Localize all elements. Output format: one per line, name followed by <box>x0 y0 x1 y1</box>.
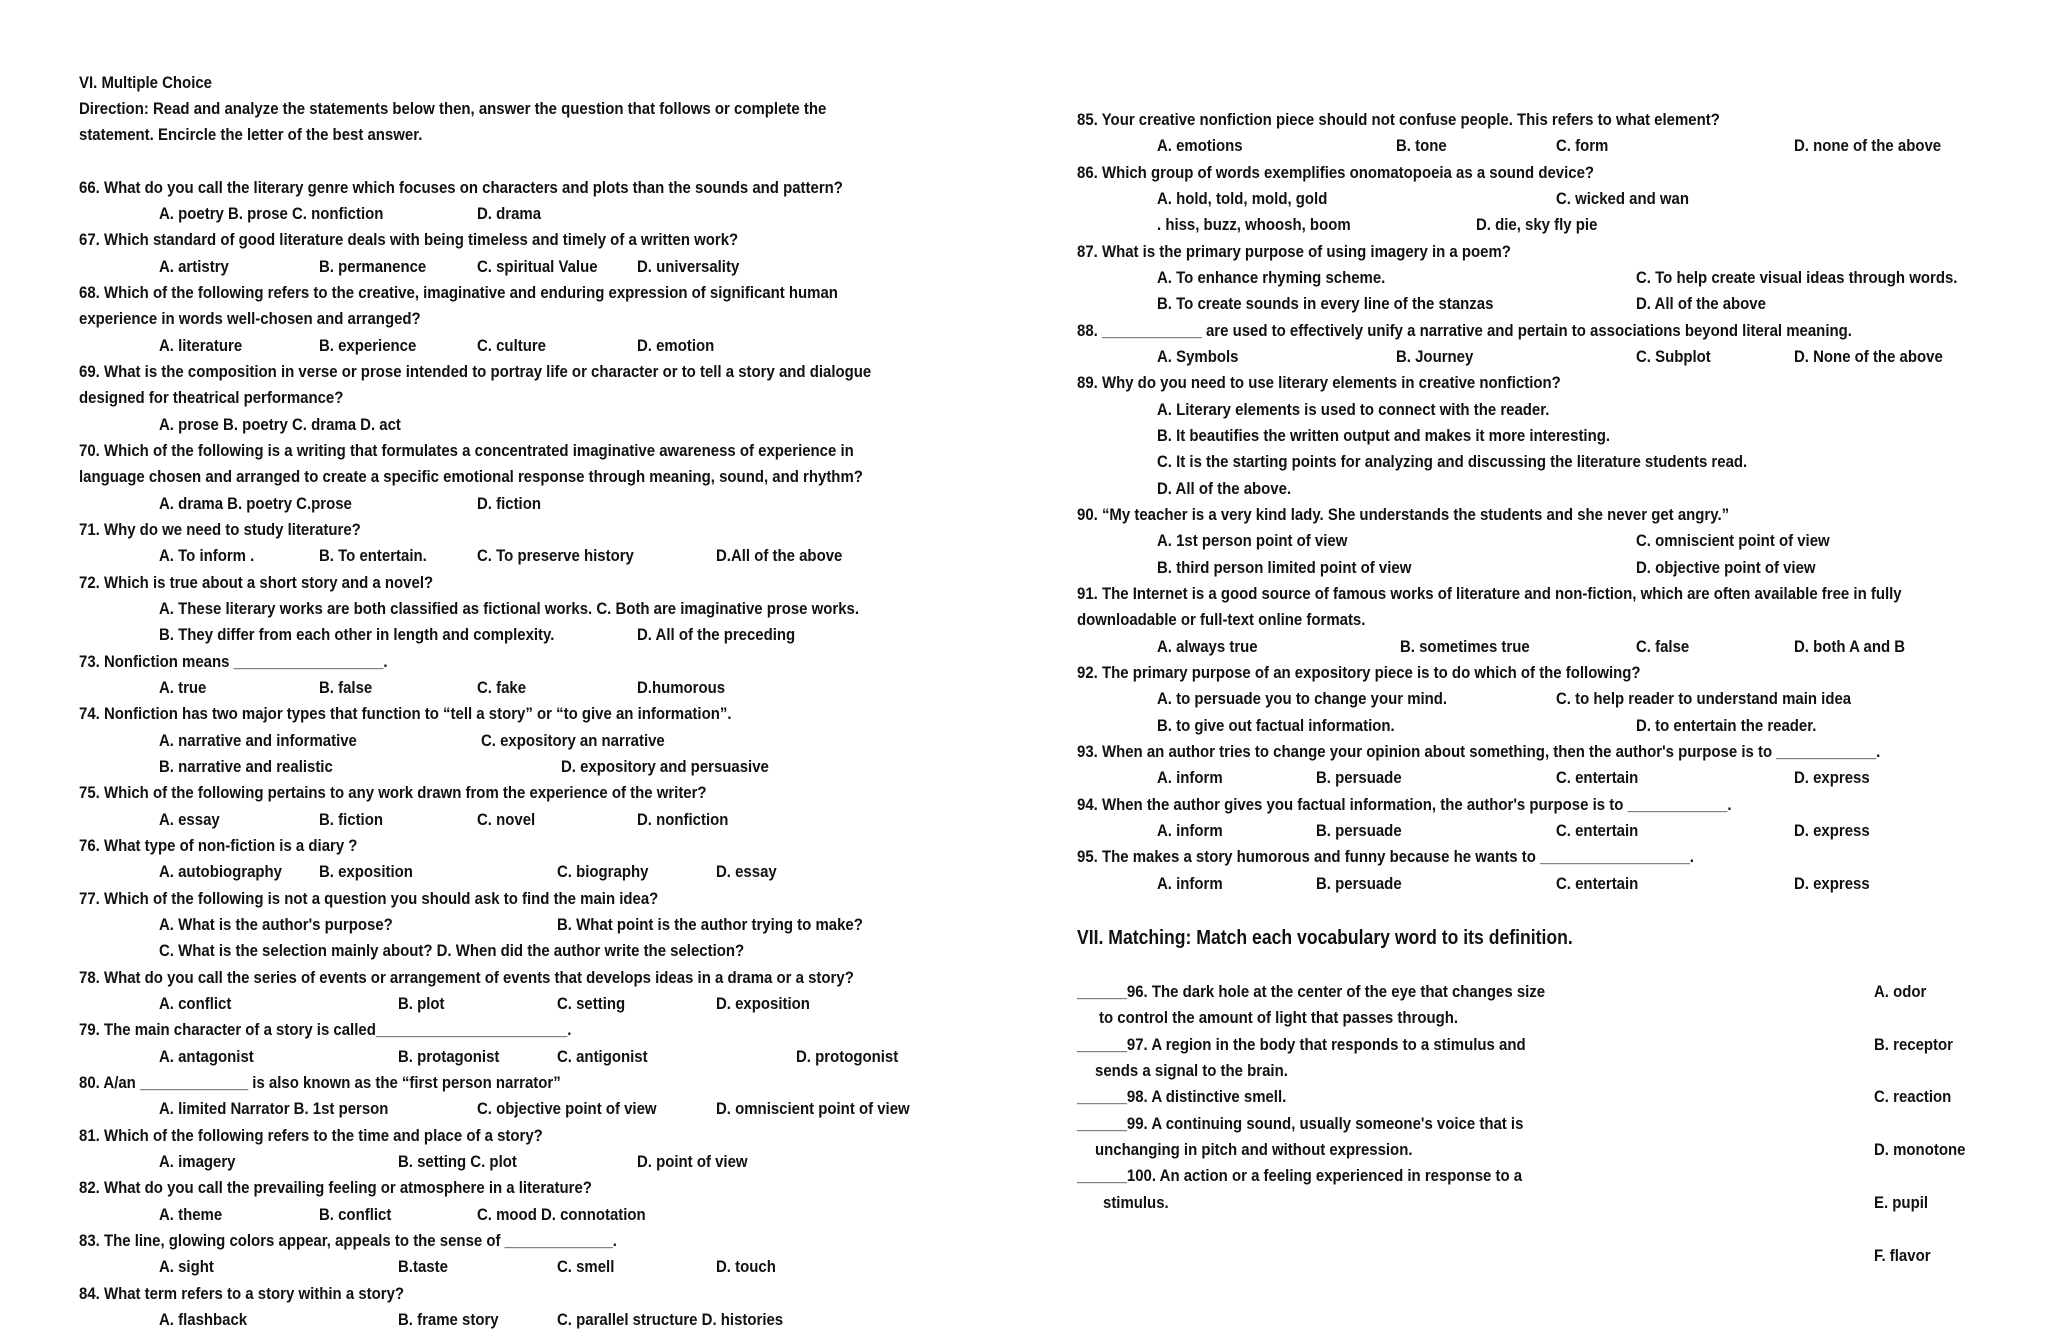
option: D. None of the above <box>1794 347 1943 366</box>
option: B. experience <box>319 336 417 355</box>
matching-item: ______97. A region in the body that responds to a stimulus and <box>1077 1035 1526 1054</box>
option: A. inform <box>1157 874 1223 893</box>
option: D. express <box>1794 821 1870 840</box>
option: A. artistry <box>159 257 229 276</box>
option: D. both A and B <box>1794 637 1906 656</box>
option: A. emotions <box>1157 136 1243 155</box>
matching-item-cont: sends a signal to the brain. <box>1095 1061 1288 1080</box>
question-68-cont: experience in words well-chosen and arranged? <box>79 309 421 328</box>
option: A. limited Narrator B. 1st person <box>159 1099 389 1118</box>
option: B. to give out factual information. <box>1157 716 1395 735</box>
option: A. to persuade you to change your mind. <box>1157 689 1448 708</box>
option: C. Subplot <box>1636 347 1711 366</box>
option: C. wicked and wan <box>1556 189 1690 208</box>
question-75: 75. Which of the following pertains to any work drawn from the experience of the writer? <box>79 783 707 802</box>
option: D. nonfiction <box>637 810 729 829</box>
option: C. omniscient point of view <box>1636 531 1830 550</box>
option: B. They differ from each other in length and complexity. <box>159 625 555 644</box>
option: C. It is the starting points for analyzing and discussing the literature students read. <box>1157 452 1748 471</box>
option: A. poetry B. prose C. nonfiction <box>159 204 384 223</box>
option: C. parallel structure D. histories <box>557 1310 784 1329</box>
option: A. sight <box>159 1257 214 1276</box>
question-76: 76. What type of non-fiction is a diary ? <box>79 836 358 855</box>
question-69-cont: designed for theatrical performance? <box>79 388 344 407</box>
option: B. To entertain. <box>319 546 427 565</box>
option: D. objective point of view <box>1636 558 1816 577</box>
question-95: 95. The makes a story humorous and funny because he wants to __________________. <box>1077 847 1694 866</box>
question-94: 94. When the author gives you factual information, the author's purpose is to ____________. <box>1077 795 1732 814</box>
option: D. universality <box>637 257 740 276</box>
question-74: 74. Nonfiction has two major types that function to “tell a story” or “to give an information”. <box>79 704 732 723</box>
option: C. mood D. connotation <box>477 1205 646 1224</box>
option: C. to help reader to understand main idea <box>1556 689 1852 708</box>
option: B. To create sounds in every line of the stanzas <box>1157 294 1494 313</box>
matching-choice: D. monotone <box>1874 1140 1966 1159</box>
option: B. persuade <box>1316 821 1402 840</box>
option: D. die, sky fly pie <box>1476 215 1598 234</box>
option: A. hold, told, mold, gold <box>1157 189 1328 208</box>
question-89: 89. Why do you need to use literary elements in creative nonfiction? <box>1077 373 1561 392</box>
option: D. omniscient point of view <box>716 1099 910 1118</box>
option: A. flashback <box>159 1310 248 1329</box>
option: C. To help create visual ideas through words. <box>1636 268 1958 287</box>
option: A. Literary elements is used to connect with the reader. <box>1157 400 1550 419</box>
option: C. objective point of view <box>477 1099 657 1118</box>
question-69: 69. What is the composition in verse or prose intended to portray life or character or to tell a story and dialogue <box>79 362 872 381</box>
matching-choice: F. flavor <box>1874 1246 1931 1265</box>
option: A. Symbols <box>1157 347 1239 366</box>
option: . hiss, buzz, whoosh, boom <box>1157 215 1351 234</box>
option: A. These literary works are both classified as fictional works. C. Both are imaginative prose works. <box>159 599 860 618</box>
directions-line: Direction: Read and analyze the statements below then, answer the question that follows or complete the <box>79 99 827 118</box>
option: C. biography <box>557 862 649 881</box>
option: C. entertain <box>1556 874 1639 893</box>
option: C. fake <box>477 678 527 697</box>
option: B. sometimes true <box>1400 637 1530 656</box>
section-title-matching: VII. Matching: Match each vocabulary word to its definition. <box>1077 927 1573 949</box>
option: C. spiritual Value <box>477 257 598 276</box>
option: D. All of the above. <box>1157 479 1292 498</box>
option: D. protogonist <box>796 1047 899 1066</box>
question-70: 70. Which of the following is a writing that formulates a concentrated imaginative awareness of experience in <box>79 441 854 460</box>
option: B. false <box>319 678 373 697</box>
option: A. To enhance rhyming scheme. <box>1157 268 1386 287</box>
option: A. What is the author's purpose? <box>159 915 393 934</box>
question-86: 86. Which group of words exemplifies onomatopoeia as a sound device? <box>1077 163 1595 182</box>
option: D.humorous <box>637 678 726 697</box>
option: A. true <box>159 678 207 697</box>
option: C. entertain <box>1556 768 1639 787</box>
option: B. tone <box>1396 136 1447 155</box>
option: A. 1st person point of view <box>1157 531 1348 550</box>
matching-item-cont: unchanging in pitch and without expression. <box>1095 1140 1413 1159</box>
option: B. What point is the author trying to make? <box>557 915 863 934</box>
matching-item-cont: stimulus. <box>1103 1193 1169 1212</box>
matching-item: ______98. A distinctive smell. <box>1077 1087 1287 1106</box>
option: A. antagonist <box>159 1047 254 1066</box>
matching-choice: B. receptor <box>1874 1035 1953 1054</box>
question-93: 93. When an author tries to change your opinion about something, then the author's purpose is to ____________. <box>1077 742 1881 761</box>
option: D. essay <box>716 862 777 881</box>
option: C. false <box>1636 637 1690 656</box>
matching-choice: C. reaction <box>1874 1087 1952 1106</box>
option: D. point of view <box>637 1152 748 1171</box>
question-91: 91. The Internet is a good source of famous works of literature and non-fiction, which are often available free in fully <box>1077 584 1902 603</box>
option: B. Journey <box>1396 347 1474 366</box>
question-71: 71. Why do we need to study literature? <box>79 520 361 539</box>
option: B. It beautifies the written output and makes it more interesting. <box>1157 426 1611 445</box>
option: D. express <box>1794 768 1870 787</box>
option: A. narrative and informative <box>159 731 357 750</box>
option: B. permanence <box>319 257 427 276</box>
option: B. persuade <box>1316 768 1402 787</box>
option: D. touch <box>716 1257 776 1276</box>
question-91-cont: downloadable or full-text online formats. <box>1077 610 1366 629</box>
option: C. setting <box>557 994 626 1013</box>
question-73: 73. Nonfiction means __________________. <box>79 652 388 671</box>
matching-item: ______100. An action or a feeling experienced in response to a <box>1077 1166 1523 1185</box>
option: A. To inform . <box>159 546 255 565</box>
option: C. To preserve history <box>477 546 634 565</box>
option: C. expository an narrative <box>481 731 665 750</box>
matching-choice: A. odor <box>1874 982 1927 1001</box>
question-84: 84. What term refers to a story within a story? <box>79 1284 405 1303</box>
option: B.taste <box>398 1257 448 1276</box>
question-77: 77. Which of the following is not a question you should ask to find the main idea? <box>79 889 659 908</box>
question-82: 82. What do you call the prevailing feeling or atmosphere in a literature? <box>79 1178 592 1197</box>
question-67: 67. Which standard of good literature deals with being timeless and timely of a written work? <box>79 230 739 249</box>
question-92: 92. The primary purpose of an expository piece is to do which of the following? <box>1077 663 1641 682</box>
option: A. always true <box>1157 637 1258 656</box>
option: D. expository and persuasive <box>561 757 769 776</box>
option: C. entertain <box>1556 821 1639 840</box>
option: B. fiction <box>319 810 383 829</box>
option: B. persuade <box>1316 874 1402 893</box>
section-title-multiple-choice: VI. Multiple Choice <box>79 73 212 92</box>
option: A. literature <box>159 336 243 355</box>
option: B. exposition <box>319 862 413 881</box>
option: B. third person limited point of view <box>1157 558 1412 577</box>
matching-item: ______96. The dark hole at the center of the eye that changes size <box>1077 982 1546 1001</box>
option: A. essay <box>159 810 220 829</box>
question-79: 79. The main character of a story is called_______________________. <box>79 1020 572 1039</box>
option: B. narrative and realistic <box>159 757 333 776</box>
option: C. antigonist <box>557 1047 648 1066</box>
matching-item: ______99. A continuing sound, usually someone's voice that is <box>1077 1114 1524 1133</box>
option: C. What is the selection mainly about? D. When did the author write the selection? <box>159 941 745 960</box>
question-87: 87. What is the primary purpose of using imagery in a poem? <box>1077 242 1511 261</box>
option: D. All of the preceding <box>637 625 796 644</box>
directions-line: statement. Encircle the letter of the best answer. <box>79 125 423 144</box>
option: D.All of the above <box>716 546 843 565</box>
question-78: 78. What do you call the series of events or arrangement of events that develops ideas in a drama or a story? <box>79 968 854 987</box>
question-85: 85. Your creative nonfiction piece should not confuse people. This refers to what element? <box>1077 110 1720 129</box>
option: B. frame story <box>398 1310 499 1329</box>
option: D. express <box>1794 874 1870 893</box>
question-88: 88. ____________ are used to effectively unify a narrative and pertain to associations beyond literal meaning. <box>1077 321 1852 340</box>
option: A. inform <box>1157 768 1223 787</box>
option: A. imagery <box>159 1152 236 1171</box>
question-80: 80. A/an _____________ is also known as the “first person narrator” <box>79 1073 561 1092</box>
question-72: 72. Which is true about a short story and a novel? <box>79 573 434 592</box>
option: D. emotion <box>637 336 715 355</box>
option: C. culture <box>477 336 546 355</box>
question-81: 81. Which of the following refers to the time and place of a story? <box>79 1126 543 1145</box>
option: A. prose B. poetry C. drama D. act <box>159 415 401 434</box>
option: B. setting C. plot <box>398 1152 517 1171</box>
option: B. conflict <box>319 1205 392 1224</box>
question-70-cont: language chosen and arranged to create a specific emotional response through meaning, sound, and rhythm? <box>79 467 863 486</box>
option: B. protagonist <box>398 1047 500 1066</box>
option: A. inform <box>1157 821 1223 840</box>
question-90: 90. “My teacher is a very kind lady. She understands the students and she never get angry.” <box>1077 505 1730 524</box>
option: D. to entertain the reader. <box>1636 716 1817 735</box>
question-66: 66. What do you call the literary genre which focuses on characters and plots than the sounds and pattern? <box>79 178 843 197</box>
option: D. exposition <box>716 994 810 1013</box>
option: A. drama B. poetry C.prose <box>159 494 352 513</box>
question-68: 68. Which of the following refers to the creative, imaginative and enduring expression of significant human <box>79 283 838 302</box>
option: A. autobiography <box>159 862 283 881</box>
option: B. plot <box>398 994 445 1013</box>
option: C. novel <box>477 810 536 829</box>
option: A. conflict <box>159 994 232 1013</box>
option: C. smell <box>557 1257 615 1276</box>
option: D. drama <box>477 204 542 223</box>
matching-item-cont: to control the amount of light that passes through. <box>1099 1008 1459 1027</box>
question-83: 83. The line, glowing colors appear, appeals to the sense of _____________. <box>79 1231 617 1250</box>
option: C. form <box>1556 136 1609 155</box>
matching-choice: E. pupil <box>1874 1193 1929 1212</box>
option: D. none of the above <box>1794 136 1942 155</box>
option: D. All of the above <box>1636 294 1766 313</box>
option: D. fiction <box>477 494 541 513</box>
option: A. theme <box>159 1205 223 1224</box>
